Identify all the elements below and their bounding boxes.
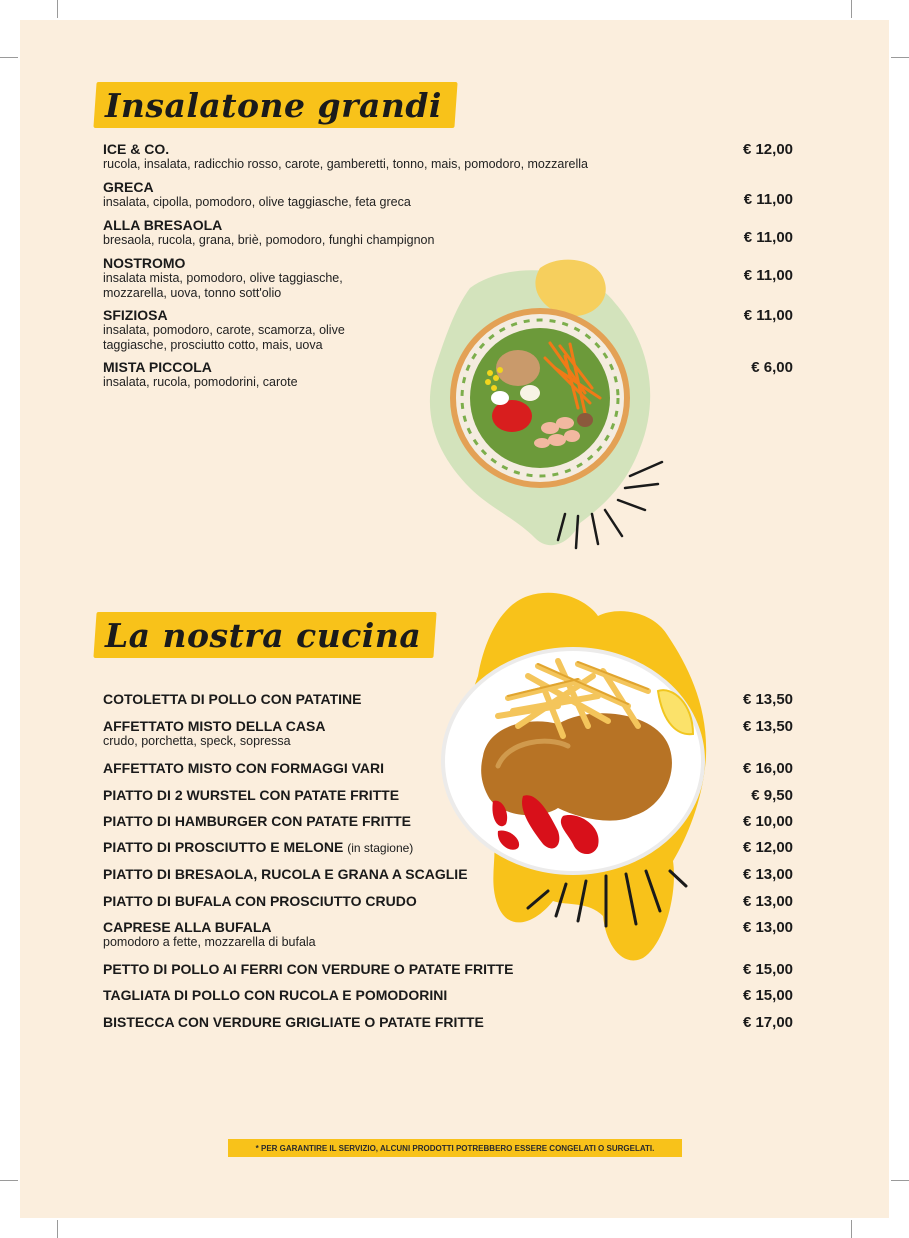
crop-mark — [0, 57, 18, 58]
item-price: € 10,00 — [742, 813, 793, 830]
crop-mark — [891, 1180, 909, 1181]
item-price: € 12,00 — [742, 839, 793, 856]
item-name: MISTA PICCOLA — [103, 359, 212, 375]
item-name: ICE & CO. — [103, 141, 170, 157]
menu-item — [103, 141, 793, 172]
item-name: BISTECCA CON VERDURE GRIGLIATE O PATATE FRITTE — [103, 1014, 484, 1030]
item-description: rucola, insalata, radicchio rosso, carote, gamberetti, tonno, mais, pomodoro, mozzarella — [103, 157, 588, 171]
section-title-text: La nostra cucina — [105, 615, 422, 655]
item-description: bresaola, rucola, grana, briè, pomodoro, funghi champignon — [103, 233, 435, 247]
item-name — [103, 839, 793, 856]
menu-item — [103, 893, 793, 909]
item-name: PIATTO DI 2 WURSTEL CON PATATE FRITTE — [103, 787, 400, 803]
item-price: € 11,00 — [743, 229, 793, 246]
item-price: € 9,50 — [751, 787, 793, 804]
menu-item — [103, 691, 793, 707]
item-name: PIATTO DI HAMBURGER CON PATATE FRITTE — [103, 813, 411, 829]
item-name: NOSTROMO — [103, 255, 186, 271]
item-price: € 17,00 — [742, 1014, 793, 1031]
item-name: AFFETTATO MISTO CON FORMAGGI VARI — [103, 760, 385, 776]
menu-item — [103, 866, 793, 882]
crop-mark — [57, 1220, 58, 1238]
item-price: € 13,50 — [742, 718, 793, 735]
item-note: (in stagione) — [347, 841, 414, 855]
section-title-cucina — [93, 612, 436, 658]
section-title-text: Insalatone grandi — [105, 85, 442, 125]
item-name: PETTO DI POLLO AI FERRI CON VERDURE O PATATE FRITTE — [103, 961, 514, 977]
menu-item — [103, 839, 793, 856]
item-name: PIATTO DI BUFALA CON PROSCIUTTO CRUDO — [103, 893, 417, 909]
menu-item — [103, 217, 793, 248]
cutlet-fries-plate-illustration — [438, 586, 728, 966]
menu-item — [103, 255, 793, 301]
crop-mark — [851, 0, 852, 18]
crop-mark — [851, 1220, 852, 1238]
item-name-text: PIATTO DI PROSCIUTTO E MELONE — [103, 839, 344, 855]
item-name: TAGLIATA DI POLLO CON RUCOLA E POMODORINI — [103, 987, 448, 1003]
item-description: insalata mista, pomodoro, olive taggiasche, — [103, 271, 343, 285]
item-price: € 6,00 — [751, 359, 793, 376]
item-price: € 11,00 — [743, 191, 793, 208]
menu-page — [20, 20, 889, 1218]
menu-item — [103, 179, 793, 210]
item-name: CAPRESE ALLA BUFALA — [103, 919, 272, 935]
item-name: PIATTO DI BRESAOLA, RUCOLA E GRANA A SCAGLIE — [103, 866, 468, 882]
item-description: insalata, pomodoro, carote, scamorza, olive — [103, 323, 345, 337]
item-description: pomodoro a fette, mozzarella di bufala — [103, 935, 316, 949]
menu-item — [103, 919, 793, 950]
item-description: insalata, rucola, pomodorini, carote — [103, 375, 298, 389]
item-description: insalata, cipolla, pomodoro, olive taggiasche, feta greca — [103, 195, 411, 209]
crop-mark — [57, 0, 58, 18]
menu-item — [103, 760, 793, 776]
menu-item — [103, 961, 793, 977]
footnote-banner — [228, 1139, 682, 1157]
item-price: € 16,00 — [742, 760, 793, 777]
menu-item — [103, 1014, 793, 1030]
item-price: € 15,00 — [742, 987, 793, 1004]
menu-item — [103, 359, 793, 390]
item-name: SFIZIOSA — [103, 307, 168, 323]
item-price: € 13,00 — [742, 866, 793, 883]
item-price: € 15,00 — [742, 961, 793, 978]
item-description-line-2: taggiasche, prosciutto cotto, mais, uova — [103, 338, 323, 352]
menu-item — [103, 787, 793, 803]
item-price: € 11,00 — [743, 267, 793, 284]
item-price: € 13,00 — [742, 919, 793, 936]
item-name: ALLA BRESAOLA — [103, 217, 223, 233]
crop-mark — [891, 57, 909, 58]
item-price: € 13,50 — [742, 691, 793, 708]
item-price: € 12,00 — [742, 141, 793, 158]
footnote-text: * PER GARANTIRE IL SERVIZIO, ALCUNI PRODOTTI POTREBBERO ESSERE CONGELATI O SURGELATI. — [255, 1143, 655, 1153]
menu-item — [103, 307, 793, 353]
item-description: crudo, porchetta, speck, sopressa — [103, 734, 291, 748]
item-name: COTOLETTA DI POLLO CON PATATINE — [103, 691, 362, 707]
menu-item — [103, 987, 793, 1003]
item-name: GRECA — [103, 179, 154, 195]
item-price: € 13,00 — [742, 893, 793, 910]
item-description-line-2: mozzarella, uova, tonno sott'olio — [103, 286, 282, 300]
item-name: AFFETTATO MISTO DELLA CASA — [103, 718, 326, 734]
menu-item — [103, 718, 793, 749]
item-price: € 11,00 — [743, 307, 793, 324]
crop-mark — [0, 1180, 18, 1181]
menu-item — [103, 813, 793, 829]
section-title-insalatone — [93, 82, 457, 128]
